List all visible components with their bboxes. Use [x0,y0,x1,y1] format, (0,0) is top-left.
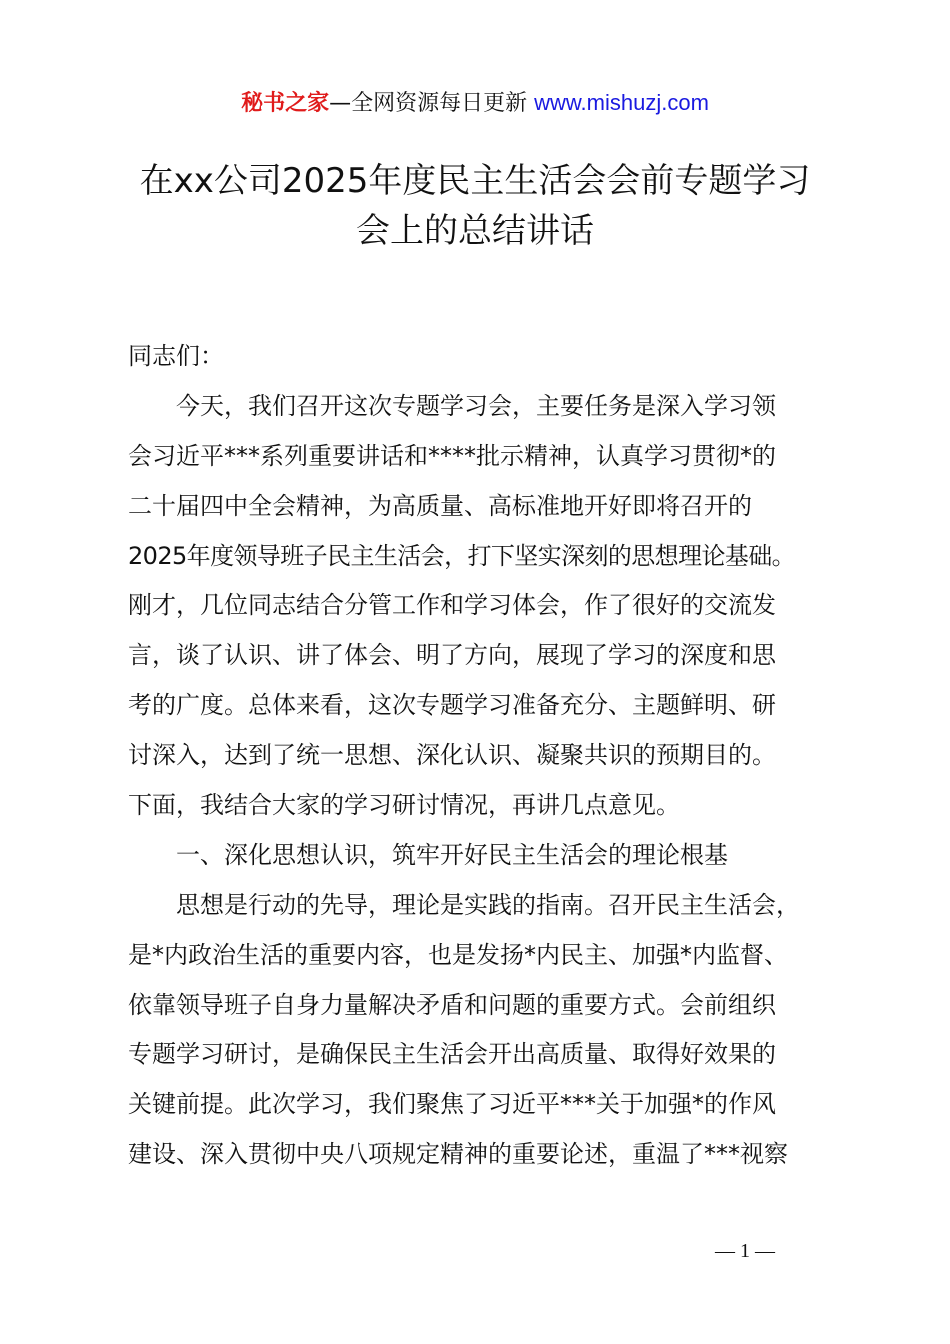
document-title [110,156,840,256]
title-line-1: 在xx公司2025年度民主生活会会前专题学习 [139,161,811,201]
salutation: 同志们： [128,342,224,370]
paragraph-line: 专题学习研讨，是确保民主生活会开出高质量、取得好效果的 [128,1040,776,1069]
paragraph-line: 考的广度。总体来看，这次专题学习准备充分、主题鲜明、研 [128,691,776,720]
paragraph-line: 关键前提。此次学习，我们聚焦了习近平***关于加强*的作风 [128,1090,776,1119]
paragraph-line: 讨深入，达到了统一思想、深化认识、凝聚共识的预期目的。 [128,741,776,770]
site-url-link[interactable]: www.mishuzj.com [534,90,709,115]
brand-name: 秘书之家 [241,91,330,116]
paragraph-line: 今天，我们召开这次专题学习会，主要任务是深入学习领 [176,391,776,420]
document-body [128,332,828,1180]
paragraph-line: 思想是行动的先导，理论是实践的指南。召开民主生活会， [176,890,800,919]
header-tagline: —全网资源每日更新 [329,91,528,116]
paragraph-line: 是*内政治生活的重要内容，也是发扬*内民主、加强*内监督、 [128,940,788,969]
paragraph-line: 会习近平***系列重要讲话和****批示精神，认真学习贯彻*的 [128,441,776,470]
paragraph-line: 二十届四中全会精神，为高质量、高标准地开好即将召开的 [128,491,752,520]
title-line-2: 会上的总结讲话 [356,211,594,251]
paragraph-line: 2025年度领导班子民主生活会，打下坚实深刻的思想理论基础。 [128,541,796,570]
section-heading: 一、深化思想认识，筑牢开好民主生活会的理论根基 [176,840,728,869]
paragraph-line: 依靠领导班子自身力量解决矛盾和问题的重要方式。会前组织 [128,990,776,1019]
paragraph-line: 建设、深入贯彻中央八项规定精神的重要论述，重温了***视察 [128,1140,788,1169]
paragraph-line: 刚才，几位同志结合分管工作和学习体会，作了很好的交流发 [128,591,776,620]
site-header [0,86,950,121]
paragraph-line: 下面，我结合大家的学习研讨情况，再讲几点意见。 [128,791,680,820]
page-number: — 1 — [715,1240,775,1262]
paragraph-line: 言，谈了认识、讲了体会、明了方向，展现了学习的深度和思 [128,641,776,670]
